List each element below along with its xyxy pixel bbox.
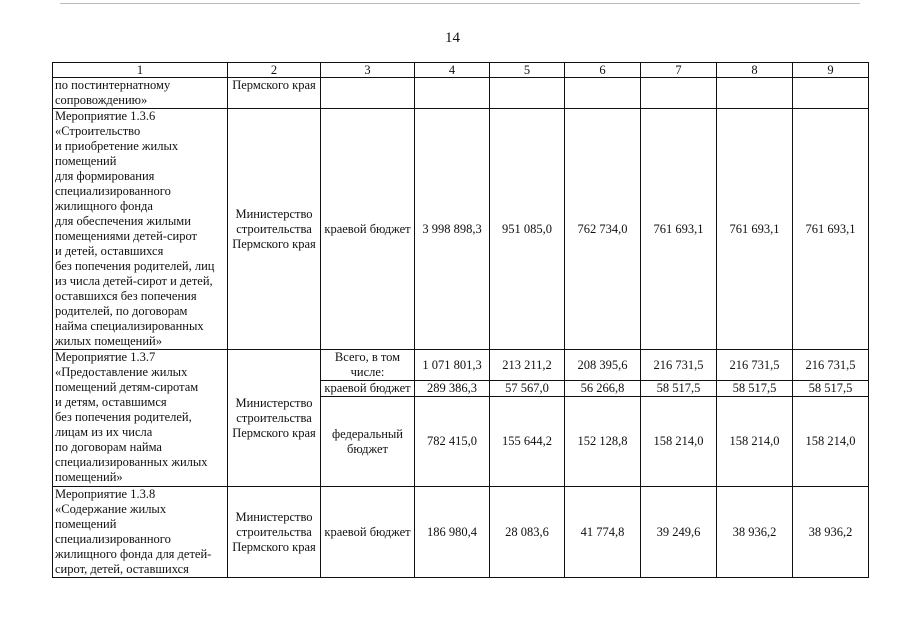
scan-edge-line <box>60 3 860 4</box>
measure-description: Мероприятие 1.3.6 «Строительство и приобретение жилых помещений для формирования специализированного жилищного фонда для обеспечения жилыми помещениями детей-сирот и детей, оставшихся без попечения родителей, лиц из числа детей-сирот и детей, оставшихся без попечения родителей, по договорам найма специализированных жилых помещений» <box>53 109 228 350</box>
value-cell: 216 731,5 <box>717 350 793 381</box>
empty-cell <box>565 78 641 109</box>
value-cell: 158 214,0 <box>641 397 717 487</box>
empty-cell <box>717 78 793 109</box>
value-cell: 56 266,8 <box>565 381 641 397</box>
value-cell: 58 517,5 <box>717 381 793 397</box>
funding-source-cell: Всего, в том числе: <box>321 350 415 381</box>
table-row-measure-1-3-8 <box>53 487 869 578</box>
value-cell: 38 936,2 <box>793 487 869 578</box>
value-cell: 951 085,0 <box>490 109 565 350</box>
value-cell: 38 936,2 <box>717 487 793 578</box>
empty-cell <box>793 78 869 109</box>
header-cell: 8 <box>717 63 793 78</box>
value-cell: 289 386,3 <box>415 381 490 397</box>
budget-table <box>52 62 869 578</box>
header-cell: 2 <box>228 63 321 78</box>
value-cell: 761 693,1 <box>793 109 869 350</box>
value-cell: 39 249,6 <box>641 487 717 578</box>
header-cell: 4 <box>415 63 490 78</box>
table-row-measure-1-3-7-total <box>53 350 869 381</box>
value-cell: 155 644,2 <box>490 397 565 487</box>
page-number: 14 <box>445 30 460 46</box>
value-cell: 216 731,5 <box>793 350 869 381</box>
value-cell: 216 731,5 <box>641 350 717 381</box>
value-cell: 761 693,1 <box>641 109 717 350</box>
value-cell: 57 567,0 <box>490 381 565 397</box>
value-cell: 186 980,4 <box>415 487 490 578</box>
measure-description: Мероприятие 1.3.8 «Содержание жилых помещений специализированного жилищного фонда для детей- сирот, детей, оставшихся <box>53 487 228 578</box>
table-row-measure-1-3-6 <box>53 109 869 350</box>
value-cell: 782 415,0 <box>415 397 490 487</box>
measure-description: по постинтернатному сопровождению» <box>53 78 228 109</box>
value-cell: 58 517,5 <box>793 381 869 397</box>
executor-cell: Министерство строительства Пермского края <box>228 487 321 578</box>
header-cell: 5 <box>490 63 565 78</box>
funding-source-cell: краевой бюджет <box>321 109 415 350</box>
executor-cell: Министерство строительства Пермского края <box>228 350 321 487</box>
table-row-continuation <box>53 78 869 109</box>
executor-cell: Министерство строительства Пермского края <box>228 109 321 350</box>
value-cell: 58 517,5 <box>641 381 717 397</box>
header-cell: 1 <box>53 63 228 78</box>
measure-description: Мероприятие 1.3.7 «Предоставление жилых помещений детям-сиротам и детям, оставшимся без попечения родителей, лицам из их числа по договорам найма специализированных жилых помещений» <box>53 350 228 487</box>
value-cell: 761 693,1 <box>717 109 793 350</box>
value-cell: 3 998 898,3 <box>415 109 490 350</box>
funding-source-cell: краевой бюджет <box>321 487 415 578</box>
header-cell: 3 <box>321 63 415 78</box>
funding-source-cell: краевой бюджет <box>321 381 415 397</box>
value-cell: 28 083,6 <box>490 487 565 578</box>
empty-cell <box>415 78 490 109</box>
empty-cell <box>641 78 717 109</box>
value-cell: 208 395,6 <box>565 350 641 381</box>
header-cell: 6 <box>565 63 641 78</box>
executor-cell: Пермского края <box>228 78 321 109</box>
empty-cell <box>321 78 415 109</box>
value-cell: 1 071 801,3 <box>415 350 490 381</box>
empty-cell <box>490 78 565 109</box>
value-cell: 213 211,2 <box>490 350 565 381</box>
value-cell: 158 214,0 <box>793 397 869 487</box>
value-cell: 762 734,0 <box>565 109 641 350</box>
value-cell: 41 774,8 <box>565 487 641 578</box>
header-row <box>53 63 869 78</box>
value-cell: 152 128,8 <box>565 397 641 487</box>
value-cell: 158 214,0 <box>717 397 793 487</box>
header-cell: 7 <box>641 63 717 78</box>
funding-source-cell: федеральный бюджет <box>321 397 415 487</box>
header-cell: 9 <box>793 63 869 78</box>
